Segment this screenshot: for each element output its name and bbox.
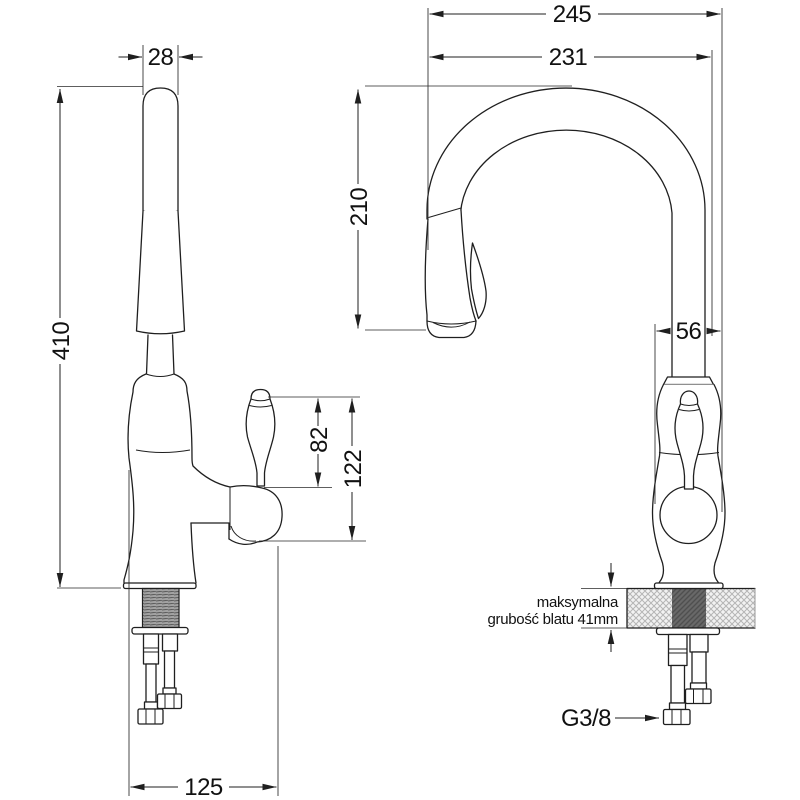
dim-label-82: 82 (306, 427, 333, 453)
hose-nut (686, 689, 712, 704)
dim-label-56: 56 (675, 318, 702, 345)
countertop-shank-hole (672, 589, 706, 629)
front-mounting-flange (657, 628, 720, 635)
hose-nut (158, 694, 182, 709)
dim-label-231: 231 (548, 44, 588, 71)
dim-label-410: 410 (48, 321, 75, 361)
spout-tube (143, 88, 178, 211)
thread-size-label: G3/8 (560, 705, 611, 732)
mounting-flange (132, 628, 188, 635)
dim-label-125: 125 (184, 774, 223, 800)
dim-label-210: 210 (346, 187, 373, 227)
front-base-plate (655, 583, 724, 589)
countertop-note-line1: maksymalna (536, 594, 618, 611)
dim-label-122: 122 (340, 449, 367, 489)
handle-rosette-circle (660, 487, 717, 544)
spout-cone (137, 211, 185, 334)
hose-nut-g38 (664, 710, 691, 725)
threaded-shank (143, 589, 180, 628)
dim-label-245: 245 (552, 1, 592, 28)
hose-nut (138, 709, 163, 724)
base-plate (124, 583, 197, 589)
dim-label-28: 28 (147, 44, 174, 71)
countertop-note-line2: grubość blatu 41mm (487, 611, 618, 628)
pipe-collar (664, 377, 714, 385)
